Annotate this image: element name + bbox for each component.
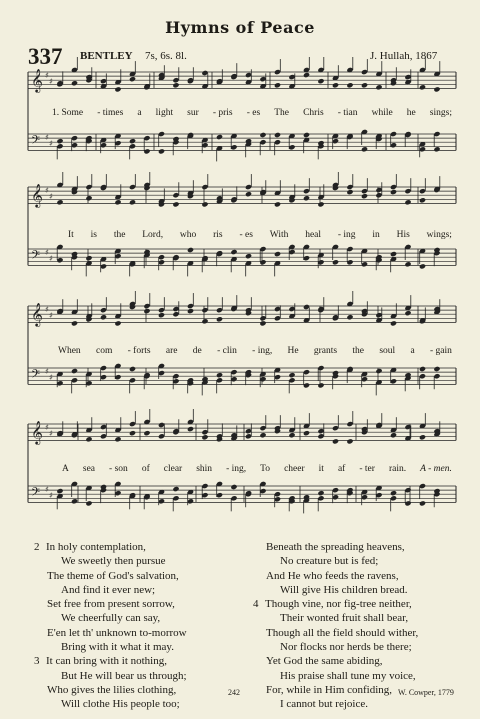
- treble-clef-icon: 𝄞: [31, 420, 43, 444]
- note-head: [317, 490, 324, 496]
- bass-clef-icon: 𝄢: [31, 368, 41, 384]
- note-head: [390, 432, 397, 438]
- note-head: [216, 134, 223, 140]
- lyric-syllable: - clin: [217, 346, 237, 356]
- lyric-syllable: The: [274, 108, 289, 118]
- note-head: [346, 82, 353, 88]
- note-head: [85, 436, 92, 442]
- lyric-syllable: the: [113, 230, 126, 240]
- meter: 7s, 6s. 8l.: [145, 50, 187, 62]
- note-head: [303, 430, 310, 436]
- sharp-icon: ♯: [49, 192, 53, 201]
- sharp-icon: ♯: [45, 248, 49, 257]
- note-head: [129, 76, 136, 82]
- note-head: [56, 199, 63, 205]
- verse-text: His praise shall tune my voice,: [280, 669, 416, 682]
- note-head: [274, 82, 281, 88]
- verse-text: The theme of God's salvation,: [47, 569, 179, 582]
- verse-text: Who gives the lilies clothing,: [47, 683, 177, 696]
- page-number: 242: [228, 688, 240, 697]
- note-head: [390, 490, 397, 496]
- note-head: [419, 434, 426, 440]
- note-head: [143, 308, 150, 314]
- lyric-syllable: sings;: [429, 108, 452, 118]
- lyric-syllable: the: [352, 346, 365, 356]
- note-head: [375, 84, 382, 90]
- note-head: [230, 249, 237, 255]
- note-head: [245, 253, 252, 259]
- lyric-syllable: Chris: [303, 108, 324, 118]
- lyric-syllable: shin: [196, 464, 213, 474]
- note-head: [288, 432, 295, 438]
- note-head: [71, 498, 78, 504]
- sharp-icon: ♯: [45, 367, 49, 376]
- note-head: [71, 80, 78, 86]
- verse-number: 3: [34, 655, 40, 668]
- note-head: [361, 146, 368, 152]
- note-head: [361, 193, 368, 199]
- note-head: [114, 320, 121, 326]
- note-head: [433, 86, 440, 92]
- note-head: [404, 261, 411, 267]
- lyric-line-1: [52, 108, 452, 118]
- sharp-icon: ♯: [45, 423, 49, 432]
- verse-line: [266, 669, 418, 683]
- note-head: [419, 366, 426, 372]
- lyric-syllable: he: [406, 108, 416, 118]
- verse-text: We cheerfully can say,: [61, 612, 161, 625]
- sharp-icon: ♯: [45, 186, 49, 195]
- lyric-syllable: de: [192, 346, 202, 356]
- lyric-syllable: - ing: [337, 230, 356, 240]
- lyric-syllable: clear: [163, 464, 183, 474]
- lyric-syllable: while: [371, 108, 393, 118]
- lyric-syllable: who: [179, 230, 197, 240]
- note-head: [332, 438, 339, 444]
- lyric-syllable: Lord,: [142, 230, 164, 240]
- note-head: [317, 382, 324, 388]
- note-head: [303, 132, 310, 138]
- sharp-icon: ♯: [45, 133, 49, 142]
- note-head: [361, 82, 368, 88]
- note-head: [317, 201, 324, 207]
- note-head: [390, 320, 397, 326]
- lyric-syllable: - ter: [359, 464, 375, 474]
- verse-line: [47, 554, 187, 568]
- lyric-syllable: soul: [379, 346, 396, 356]
- sharp-icon: ♯: [49, 77, 53, 86]
- verse-line: [47, 611, 187, 625]
- verse-line: [266, 640, 418, 654]
- verse-text: Yet God the same abiding,: [266, 655, 383, 668]
- verse-line: [47, 683, 187, 697]
- verse-text: Will clothe His people too;: [61, 698, 180, 711]
- lyric-syllable: of: [141, 464, 150, 474]
- verse-line: [266, 554, 418, 568]
- note-head: [71, 320, 78, 326]
- verse-line: [266, 683, 418, 697]
- note-head: [172, 486, 179, 492]
- lyric-line-3: [58, 346, 452, 356]
- sharp-icon: ♯: [49, 254, 53, 263]
- lyric-syllable: A: [62, 464, 69, 474]
- lyric-line-4: [62, 464, 452, 474]
- note-head: [419, 500, 426, 506]
- note-head: [332, 82, 339, 88]
- note-head: [433, 146, 440, 152]
- note-head: [433, 366, 440, 372]
- note-head: [390, 251, 397, 257]
- lyric-syllable: it: [318, 464, 324, 474]
- composer: J. Hullah, 1867: [370, 50, 438, 62]
- note-head: [274, 251, 281, 257]
- lyric-syllable: - es: [246, 108, 261, 118]
- lyric-syllable: When: [58, 346, 81, 356]
- tune-name: BENTLEY: [80, 50, 133, 62]
- note-head: [129, 138, 136, 144]
- treble-clef-icon: 𝄞: [31, 302, 43, 326]
- verse-line: [253, 597, 418, 611]
- lyric-syllable: - ing,: [252, 346, 273, 356]
- verse-line: [266, 583, 418, 597]
- verse-text: No creature but is fed;: [280, 555, 379, 568]
- bass-clef-icon: 𝄢: [31, 249, 41, 265]
- note-head: [114, 436, 121, 442]
- note-head: [129, 430, 136, 436]
- verse-text: I cannot but rejoice.: [280, 698, 368, 711]
- verse-text: E'en let th' unknown to-morrow: [47, 626, 187, 639]
- note-head: [129, 199, 136, 205]
- note-head: [404, 310, 411, 316]
- verse-line: [47, 640, 187, 654]
- note-head: [230, 484, 237, 490]
- sharp-icon: ♯: [45, 485, 49, 494]
- note-head: [56, 488, 63, 494]
- note-head: [419, 84, 426, 90]
- note-head: [158, 312, 165, 318]
- sharp-icon: ♯: [49, 139, 53, 148]
- verse-text: Nor flocks nor herds be there;: [280, 641, 412, 654]
- verse-line: [266, 540, 418, 554]
- note-head: [303, 195, 310, 201]
- lyric-line-2: [68, 230, 452, 240]
- note-head: [245, 191, 252, 197]
- bass-clef-icon: 𝄢: [31, 134, 41, 150]
- note-head: [114, 199, 121, 205]
- verse-text: Their wonted fruit shall bear,: [280, 612, 409, 625]
- verse-text: Beneath the spreading heavens,: [266, 541, 405, 553]
- note-head: [201, 201, 208, 207]
- lyric-syllable: - pris: [212, 108, 233, 118]
- lyric-syllable: He: [287, 346, 299, 356]
- verse-text: But He will bear us through;: [61, 669, 187, 682]
- note-head: [303, 72, 310, 78]
- lyric-syllable: - tian: [337, 108, 358, 118]
- verses-right-column: [253, 540, 419, 712]
- verse-line: [34, 540, 187, 554]
- note-head: [390, 189, 397, 195]
- lyric-syllable: To: [260, 464, 271, 474]
- lyric-syllable: ris: [213, 230, 223, 240]
- verse-line: [34, 654, 187, 668]
- note-head: [332, 259, 339, 265]
- lyric-syllable: com: [95, 346, 113, 356]
- sharp-icon: ♯: [45, 305, 49, 314]
- lyric-syllable: is: [90, 230, 97, 240]
- lyric-syllable: With: [269, 230, 289, 240]
- note-head: [259, 132, 266, 138]
- verse-line: [47, 669, 187, 683]
- verse-text: And find it ever new;: [61, 583, 156, 596]
- note-head: [85, 255, 92, 261]
- lyric-syllable: His: [396, 230, 410, 240]
- note-head: [259, 320, 266, 326]
- note-head: [288, 372, 295, 378]
- verse-text: For, while in Him confiding,: [266, 683, 393, 696]
- note-head: [114, 86, 121, 92]
- note-head: [274, 201, 281, 207]
- lyric-syllable: light: [155, 108, 174, 118]
- verse-line: [266, 654, 418, 668]
- lyric-syllable: - forts: [127, 346, 151, 356]
- note-head: [187, 308, 194, 314]
- note-head: [216, 316, 223, 322]
- verse-line: [47, 569, 187, 583]
- note-head: [419, 197, 426, 203]
- note-head: [346, 189, 353, 195]
- sharp-icon: ♯: [49, 491, 53, 500]
- lyric-syllable: A - men.: [420, 464, 452, 474]
- note-head: [172, 201, 179, 207]
- note-head: [100, 314, 107, 320]
- verses-left-column: [34, 540, 187, 712]
- note-head: [143, 430, 150, 436]
- note-head: [201, 318, 208, 324]
- note-head: [172, 82, 179, 88]
- note-head: [419, 263, 426, 269]
- lyric-syllable: in: [372, 230, 380, 240]
- note-head: [187, 426, 194, 432]
- verse-text: In holy contemplation,: [46, 541, 146, 553]
- verse-text: Though vine, nor fig-tree neither,: [265, 598, 412, 611]
- lyric-syllable: are: [165, 346, 178, 356]
- note-head: [346, 438, 353, 444]
- note-head: [274, 132, 281, 138]
- verse-line: [47, 697, 187, 711]
- hymn-author: W. Cowper, 1779: [398, 688, 454, 697]
- lyric-syllable: - ing,: [226, 464, 247, 474]
- lyric-syllable: cheer: [284, 464, 305, 474]
- lyric-syllable: a: [410, 346, 415, 356]
- note-head: [216, 372, 223, 378]
- lyric-syllable: wings;: [426, 230, 452, 240]
- lyric-syllable: grants: [313, 346, 338, 356]
- verse-line: [266, 611, 418, 625]
- lyric-syllable: rain.: [388, 464, 407, 474]
- treble-clef-icon: 𝄞: [31, 68, 43, 92]
- verse-text: We sweetly then pursue: [61, 555, 166, 568]
- lyric-syllable: heal: [305, 230, 322, 240]
- verse-line: [266, 569, 418, 583]
- note-head: [404, 199, 411, 205]
- verse-text: Though all the field should wither,: [266, 626, 419, 639]
- verse-line: [266, 626, 418, 640]
- note-head: [56, 138, 63, 144]
- lyric-syllable: - es: [239, 230, 253, 240]
- lyric-syllable: - times: [97, 108, 124, 118]
- lyric-syllable: It: [68, 230, 74, 240]
- note-head: [201, 434, 208, 440]
- verse-line: [47, 626, 187, 640]
- sharp-icon: ♯: [49, 429, 53, 438]
- note-head: [346, 314, 353, 320]
- note-head: [375, 368, 382, 374]
- lyric-syllable: sur: [187, 108, 199, 118]
- note-head: [259, 432, 266, 438]
- verse-text: Will give His children bread.: [280, 583, 408, 596]
- lyric-syllable: af: [337, 464, 346, 474]
- note-head: [85, 195, 92, 201]
- lyric-syllable: a: [137, 108, 142, 118]
- hymn-number: 337: [28, 44, 63, 69]
- page-title: Hymns of Peace: [165, 18, 315, 37]
- bass-clef-icon: 𝄢: [31, 486, 41, 502]
- lyric-syllable: - gain: [429, 346, 452, 356]
- verse-line: [47, 583, 187, 597]
- lyric-syllable: sea: [82, 464, 96, 474]
- sharp-icon: ♯: [45, 71, 49, 80]
- verse-text: Bring with it what it may.: [61, 641, 174, 654]
- verse-number: 4: [253, 598, 259, 611]
- note-head: [187, 247, 194, 253]
- note-head: [71, 368, 78, 374]
- verse-text: Set free from present sorrow,: [47, 598, 175, 611]
- note-head: [129, 366, 136, 372]
- note-head: [85, 500, 92, 506]
- note-head: [317, 78, 324, 84]
- verse-number: 2: [34, 541, 40, 553]
- sharp-icon: ♯: [49, 311, 53, 320]
- lyric-syllable: 1. Some: [52, 108, 84, 118]
- verse-text: It can bring with it nothing,: [46, 655, 167, 668]
- treble-clef-icon: 𝄞: [31, 183, 43, 207]
- note-head: [158, 148, 165, 154]
- verse-line: [47, 597, 187, 611]
- verse-text: And He who feeds the ravens,: [266, 569, 399, 582]
- sharp-icon: ♯: [49, 373, 53, 382]
- lyric-syllable: - son: [109, 464, 128, 474]
- verse-line: [266, 697, 418, 711]
